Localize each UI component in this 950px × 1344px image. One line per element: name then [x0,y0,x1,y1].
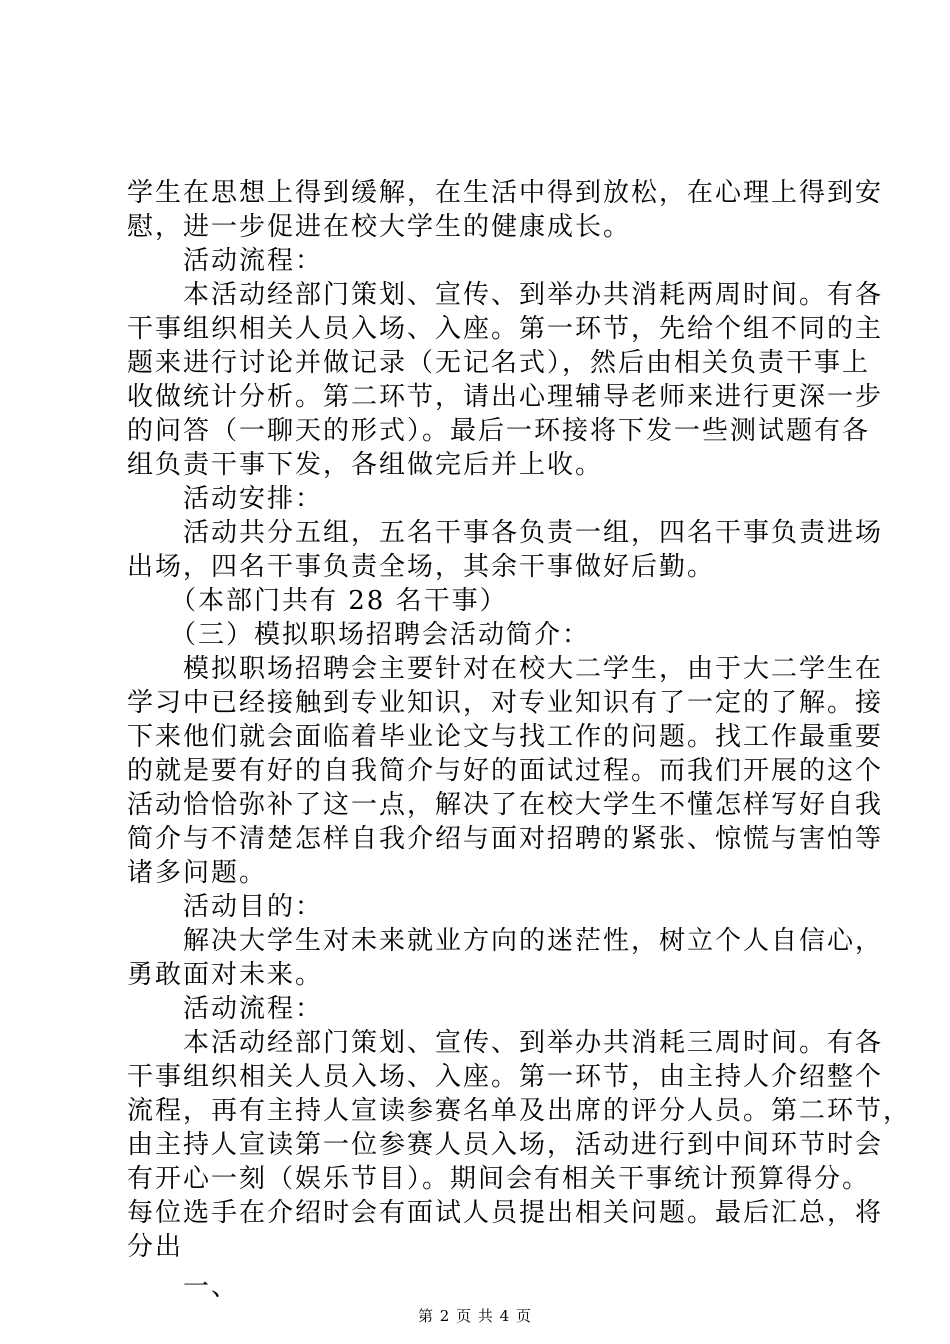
body-line: 由主持人宣读第一位参赛人员入场，活动进行到中间环节时会 [127,1130,884,1160]
section-title: （三）模拟职场招聘会活动简介： [170,620,591,650]
body-line: 本活动经部门策划、宣传、到举办共消耗两周时间。有各 [183,280,884,310]
body-line: 的问答（一聊天的形式）。最后一环接将下发一些测试题有各 [127,416,871,446]
section-heading: 活动目的： [183,892,324,922]
body-line: 学生在思想上得到缓解，在生活中得到放松，在心理上得到安 [127,178,884,208]
section-heading: 活动流程： [183,994,324,1024]
body-line: 慰，进一步促进在校大学生的健康成长。 [127,212,632,242]
section-heading: 活动安排： [183,484,324,514]
body-line: 本活动经部门策划、宣传、到举办共消耗三周时间。有各 [183,1028,884,1058]
body-line: 收做统计分析。第二环节，请出心理辅导老师来进行更深一步 [127,382,884,412]
body-line: 分出 [127,1232,184,1262]
section-heading: 活动流程： [183,246,324,276]
body-line: 的就是要有好的自我简介与好的面试过程。而我们开展的这个 [127,756,884,786]
page-footer: 第 2 页 共 4 页 [418,1307,532,1325]
body-line: 活动恰恰弥补了这一点，解决了在校大学生不懂怎样写好自我 [127,790,884,820]
body-line: 流程，再有主持人宣读参赛名单及出席的评分人员。第二环节， [127,1096,912,1126]
body-line: 解决大学生对未来就业方向的迷茫性，树立个人自信心， [183,926,884,956]
body-line: 活动共分五组，五名干事各负责一组，四名干事负责进场 [183,518,884,548]
body-line: 诸多问题。 [127,858,268,888]
body-line: 干事组织相关人员入场、入座。第一环节，由主持人介绍整个 [127,1062,884,1092]
body-line: 模拟职场招聘会主要针对在校大二学生，由于大二学生在 [183,654,884,684]
body-line: 组负责干事下发，各组做完后并上收。 [127,450,604,480]
body-line: 出场，四名干事负责全场，其余干事做好后勤。 [127,552,716,582]
body-line: 勇敢面对未来。 [127,960,324,990]
body-line: 干事组织相关人员入场、入座。第一环节，先给个组不同的主 [127,314,884,344]
list-marker: 一、 [183,1272,240,1302]
body-line: 题来进行讨论并做记录（无记名式），然后由相关负责干事上 [127,348,871,378]
body-line: 每位选手在介绍时会有面试人员提出相关问题。最后汇总，将 [127,1198,884,1228]
body-line: 学习中已经接触到专业知识，对专业知识有了一定的了解。接 [127,688,884,718]
note-line: （本部门共有 28 名干事） [170,586,508,616]
body-line: 简介与不清楚怎样自我介绍与面对招聘的紧张、惊慌与害怕等 [127,824,884,854]
body-line: 有开心一刻（娱乐节目）。期间会有相关干事统计预算得分。 [127,1164,871,1194]
body-line: 下来他们就会面临着毕业论文与找工作的问题。找工作最重要 [127,722,884,752]
